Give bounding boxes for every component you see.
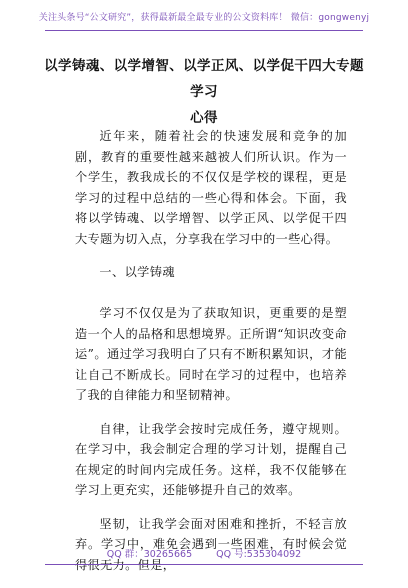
title-line-1: 以学铸魂、以学增智、以学正风、以学促干四大专题学习	[44, 58, 364, 100]
header-note: 关注头条号“公文研究”，获得最新最全最专业的公文资料库！ 微信：gongwenyj	[38, 13, 370, 23]
intro-paragraph: 近年来，随着社会的快速发展和竞争的加剧，教育的重要性越来越被人们所认识。作为一个学生，教我成长的不仅仅是学校的课程，更是学习的过程中总结的一些心得和体会。下面，我将以学铸魂、以学增智、以学正风、以学促干四大专题为切入点，分享我在学习中的一些心得。	[75, 129, 347, 246]
footer-divider	[45, 564, 363, 565]
footer-qq-group: QQ 群：30265665	[106, 549, 193, 560]
header-divider	[45, 30, 363, 31]
section-paragraph-3: 坚韧，让我学会面对困难和挫折，不轻言放弃。学习中，难免会遇到一些困难，有时候会觉得很无力。但是，	[75, 516, 347, 572]
title-line-2: 心得	[190, 110, 218, 126]
document-body	[75, 126, 347, 588]
section-paragraph-2: 自律，让我学会按时完成任务，遵守规则。在学习中，我会制定合理的学习计划，提醒自己在规定的时间内完成任务。这样，我不仅能够在学习上更充实，还能够提升自己的效率。	[75, 421, 347, 497]
footer-qq-number: QQ 号:535304092	[216, 549, 302, 560]
footer	[0, 549, 408, 561]
section-heading-1: 一、以学铸魂	[99, 265, 175, 279]
document-title	[40, 53, 368, 131]
section-paragraph-1: 学习不仅仅是为了获取知识，更重要的是塑造一个人的品格和思想境界。正所谓“知识改变命运”。通过学习我明白了只有不断积累知识，才能让自己不断成长。同时在学习的过程中，也培养了我的自律能力和坚韧精神。	[75, 306, 347, 402]
